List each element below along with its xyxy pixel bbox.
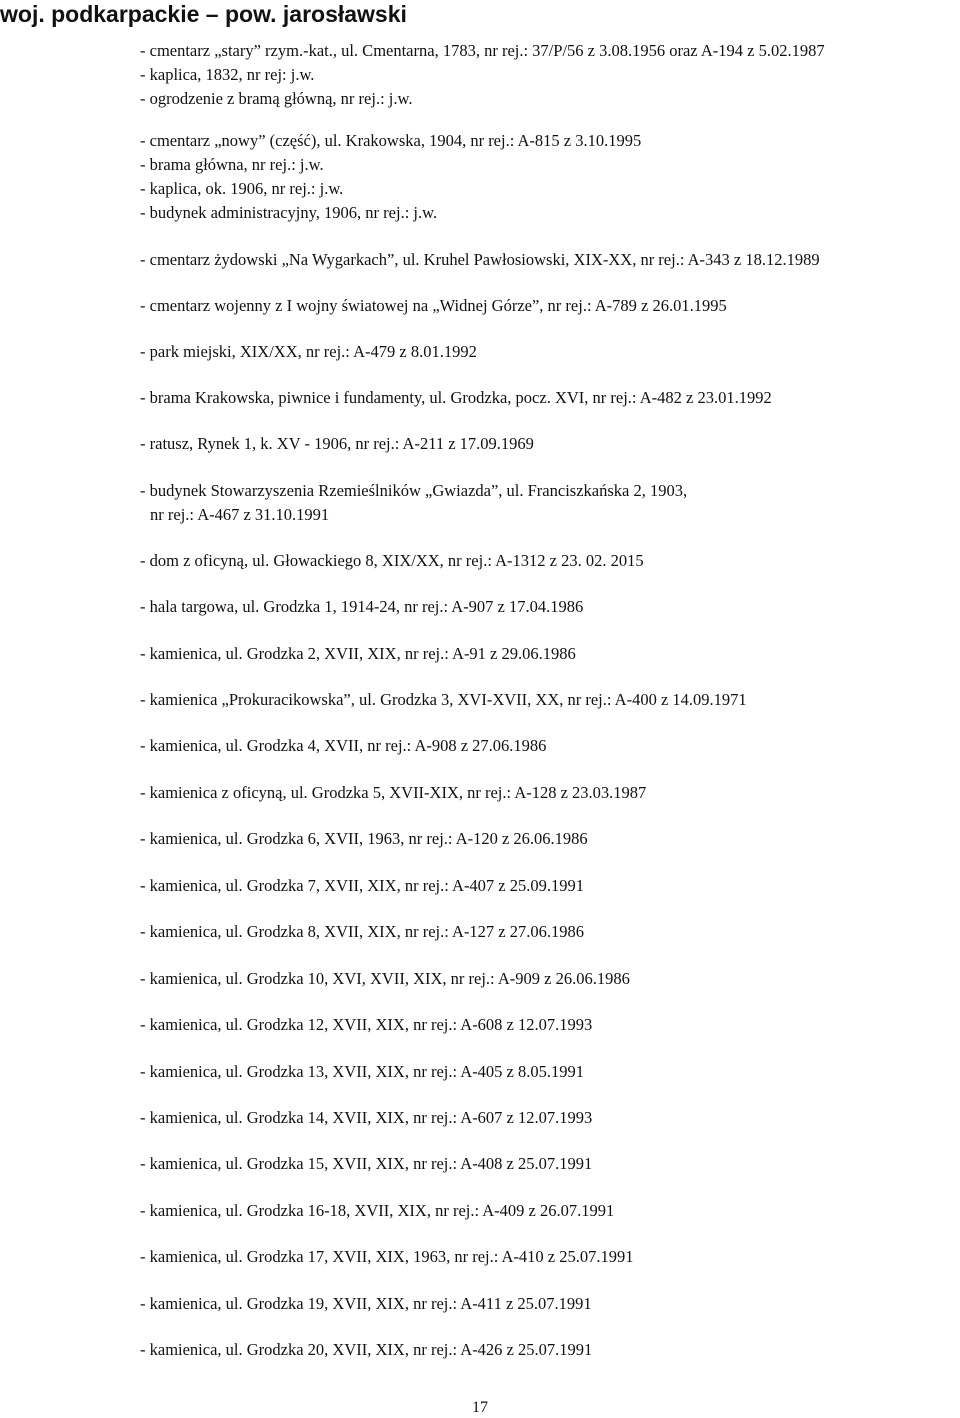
list-item: - kamienica „Prokuracikowska”, ul. Grodzka 3, XVI-XVII, XX, nr rej.: A-400 z 14.09.1971 — [140, 690, 747, 709]
list-item: - brama Krakowska, piwnice i fundamenty, ul. Grodzka, pocz. XVI, nr rej.: A-482 z 23.01.1992 — [140, 388, 772, 407]
list-item: - cmentarz „stary” rzym.-kat., ul. Cmentarna, 1783, nr rej.: 37/P/56 z 3.08.1956 oraz A-194 z 5.02.1987 — [140, 41, 825, 60]
list-item: - brama główna, nr rej.: j.w. — [140, 155, 324, 174]
list-item: - cmentarz „nowy” (część), ul. Krakowska, 1904, nr rej.: A-815 z 3.10.1995 — [140, 131, 642, 150]
list-item: - ogrodzenie z bramą główną, nr rej.: j.w. — [140, 89, 413, 108]
list-item: - kamienica, ul. Grodzka 14, XVII, XIX, nr rej.: A-607 z 12.07.1993 — [140, 1108, 593, 1127]
list-item: - hala targowa, ul. Grodzka 1, 1914-24, nr rej.: A-907 z 17.04.1986 — [140, 597, 584, 616]
list-item: - ratusz, Rynek 1, k. XV - 1906, nr rej.: A-211 z 17.09.1969 — [140, 434, 534, 453]
list-item: - dom z oficyną, ul. Głowackiego 8, XIX/XX, nr rej.: A-1312 z 23. 02. 2015 — [140, 551, 644, 570]
list-item: - kamienica, ul. Grodzka 6, XVII, 1963, nr rej.: A-120 z 26.06.1986 — [140, 829, 588, 848]
list-item: - kamienica, ul. Grodzka 7, XVII, XIX, nr rej.: A-407 z 25.09.1991 — [140, 876, 585, 895]
list-item: - kamienica, ul. Grodzka 12, XVII, XIX, nr rej.: A-608 z 12.07.1993 — [140, 1015, 593, 1034]
list-item: - kamienica z oficyną, ul. Grodzka 5, XVII-XIX, nr rej.: A-128 z 23.03.1987 — [140, 783, 647, 802]
list-item: - kamienica, ul. Grodzka 10, XVI, XVII, XIX, nr rej.: A-909 z 26.06.1986 — [140, 969, 630, 988]
list-item: - cmentarz żydowski „Na Wygarkach”, ul. Kruhel Pawłosiowski, XIX-XX, nr rej.: A-343 z 18.12.1989 — [140, 250, 820, 269]
list-item: - cmentarz wojenny z I wojny światowej na „Widnej Górze”, nr rej.: A-789 z 26.01.1995 — [140, 296, 727, 315]
list-item: - kamienica, ul. Grodzka 16-18, XVII, XIX, nr rej.: A-409 z 26.07.1991 — [140, 1201, 615, 1220]
list-item: - kaplica, ok. 1906, nr rej.: j.w. — [140, 179, 344, 198]
list-item: - park miejski, XIX/XX, nr rej.: A-479 z 8.01.1992 — [140, 342, 477, 361]
list-item: - kamienica, ul. Grodzka 2, XVII, XIX, nr rej.: A-91 z 29.06.1986 — [140, 644, 576, 663]
list-item: - budynek Stowarzyszenia Rzemieślników „Gwiazda”, ul. Franciszkańska 2, 1903, — [140, 481, 688, 500]
list-item: - kamienica, ul. Grodzka 8, XVII, XIX, nr rej.: A-127 z 27.06.1986 — [140, 922, 585, 941]
list-item: - kamienica, ul. Grodzka 15, XVII, XIX, nr rej.: A-408 z 25.07.1991 — [140, 1154, 593, 1173]
list-item: - kamienica, ul. Grodzka 19, XVII, XIX, nr rej.: A-411 z 25.07.1991 — [140, 1294, 592, 1313]
list-item: - budynek administracyjny, 1906, nr rej.: j.w. — [140, 203, 438, 222]
list-item: - kamienica, ul. Grodzka 17, XVII, XIX, 1963, nr rej.: A-410 z 25.07.1991 — [140, 1247, 634, 1266]
list-item: - kamienica, ul. Grodzka 4, XVII, nr rej.: A-908 z 27.06.1986 — [140, 736, 547, 755]
list-item-continuation: nr rej.: A-467 z 31.10.1991 — [150, 505, 330, 524]
page-number: 17 — [472, 1399, 488, 1416]
page-heading: woj. podkarpackie – pow. jarosławski — [0, 1, 407, 27]
list-item: - kamienica, ul. Grodzka 13, XVII, XIX, nr rej.: A-405 z 8.05.1991 — [140, 1062, 585, 1081]
list-item: - kamienica, ul. Grodzka 20, XVII, XIX, nr rej.: A-426 z 25.07.1991 — [140, 1340, 593, 1359]
list-item: - kaplica, 1832, nr rej: j.w. — [140, 65, 315, 84]
